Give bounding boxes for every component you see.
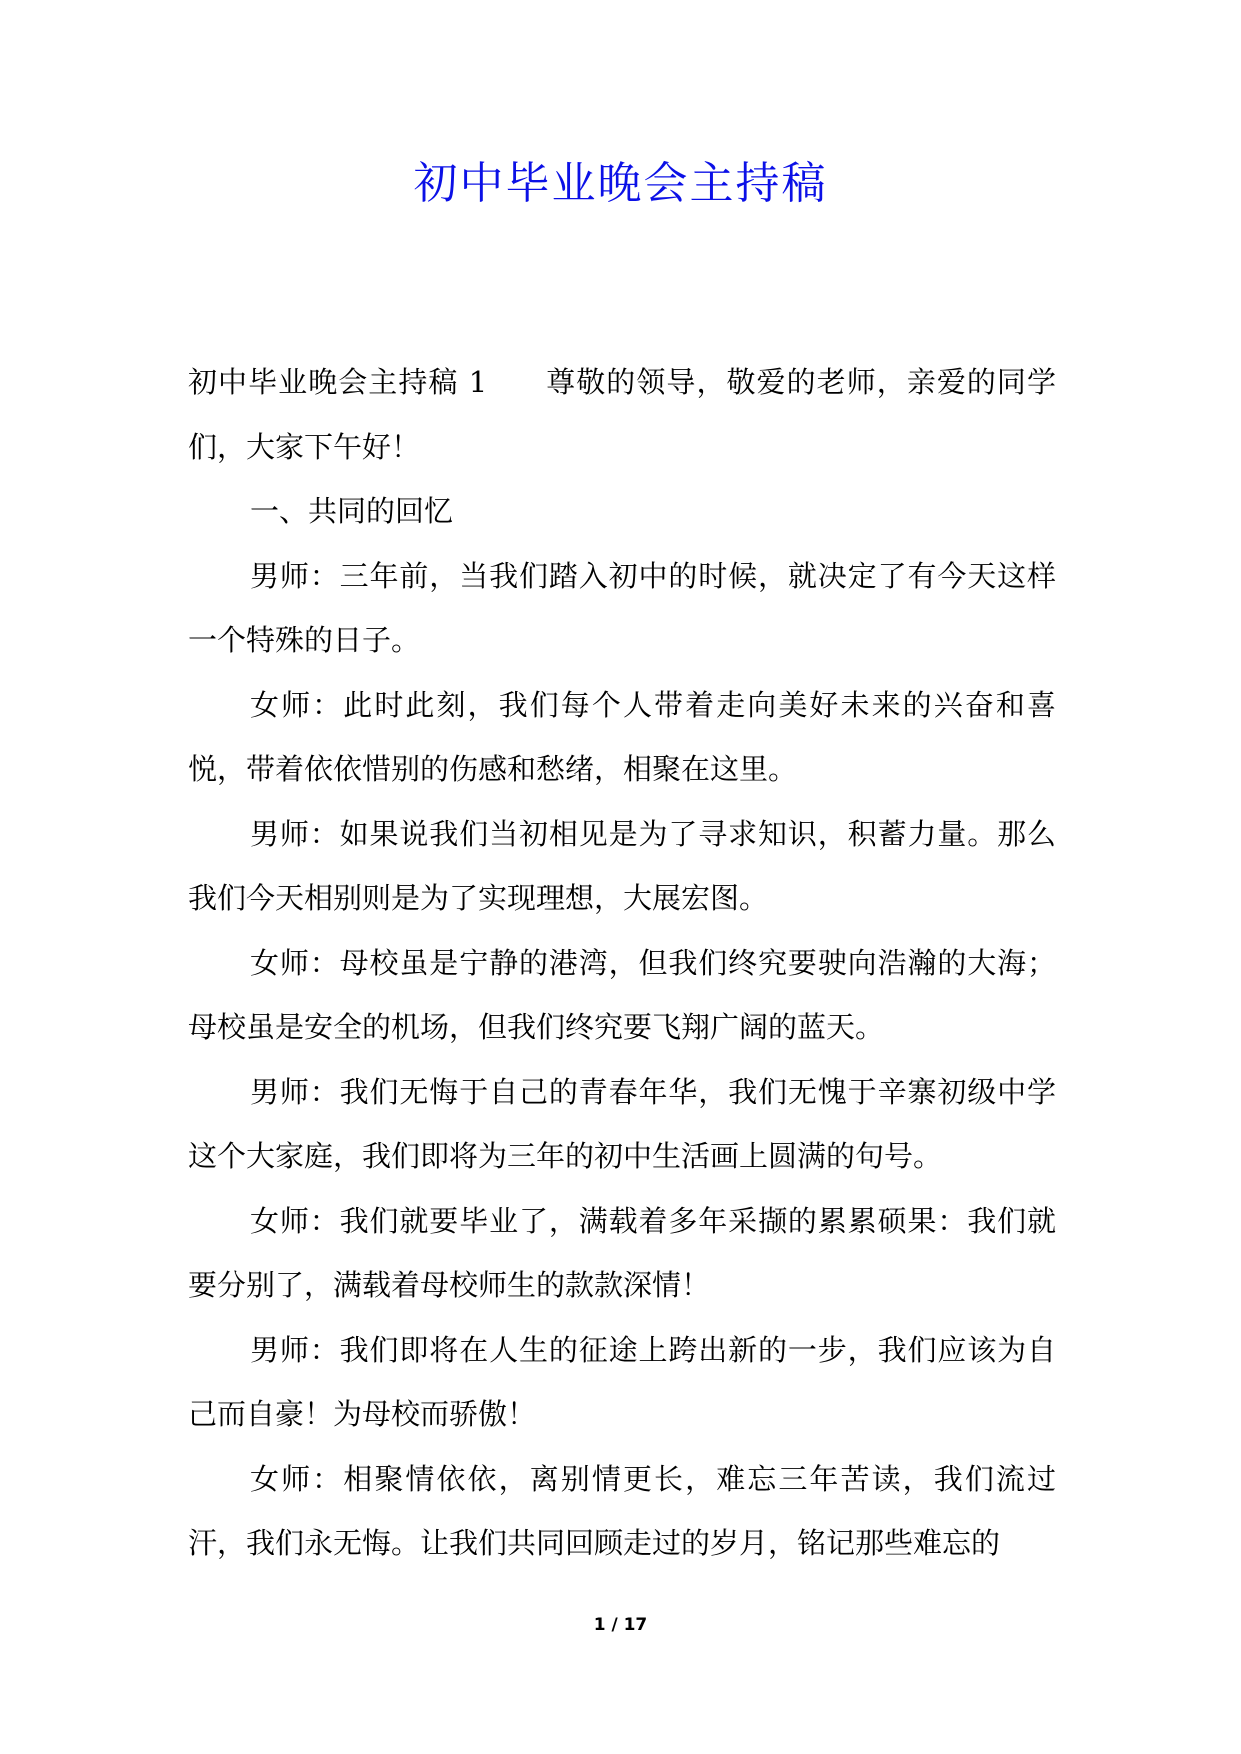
- body-paragraph: 男师：我们无悔于自己的青春年华，我们无愧于辛寨初级中学这个大家庭，我们即将为三年的初中生活画上圆满的句号。: [188, 1074, 1056, 1173]
- body-paragraph: 一、共同的回忆: [250, 494, 454, 528]
- greeting-text: 尊敬的领导，敬爱的老师，亲爱的同学们，大家下午好！: [188, 365, 1056, 464]
- section-heading: 初中毕业晚会主持稿 1: [188, 365, 488, 399]
- body-paragraph: 男师：我们即将在人生的征途上跨出新的一步，我们应该为自己而自豪！为母校而骄傲！: [188, 1332, 1056, 1431]
- body-paragraph: 女师：我们就要毕业了，满载着多年采撷的累累硕果：我们就要分别了，满载着母校师生的款款深情！: [188, 1203, 1056, 1302]
- document-title: 初中毕业晚会主持稿: [413, 158, 828, 209]
- document-body: [188, 350, 1056, 1576]
- body-paragraph: 女师：此时此刻，我们每个人带着走向美好未来的兴奋和喜悦，带着依依惜别的伤感和愁绪，相聚在这里。: [188, 687, 1056, 786]
- body-paragraph: 男师：如果说我们当初相见是为了寻求知识，积蓄力量。那么我们今天相别则是为了实现理想，大展宏图。: [188, 816, 1056, 915]
- page-number: 1 / 17: [593, 1615, 648, 1635]
- body-paragraph: 女师：母校虽是宁静的港湾，但我们终究要驶向浩瀚的大海；母校虽是安全的机场，但我们终究要飞翔广阔的蓝天。: [188, 945, 1056, 1044]
- body-paragraph: 男师：三年前，当我们踏入初中的时候，就决定了有今天这样一个特殊的日子。: [188, 558, 1056, 657]
- body-paragraph: 女师：相聚情依依，离别情更长，难忘三年苦读，我们流过汗，我们永无悔。让我们共同回顾走过的岁月，铭记那些难忘的: [188, 1461, 1056, 1560]
- intro-paragraph: [188, 350, 1056, 479]
